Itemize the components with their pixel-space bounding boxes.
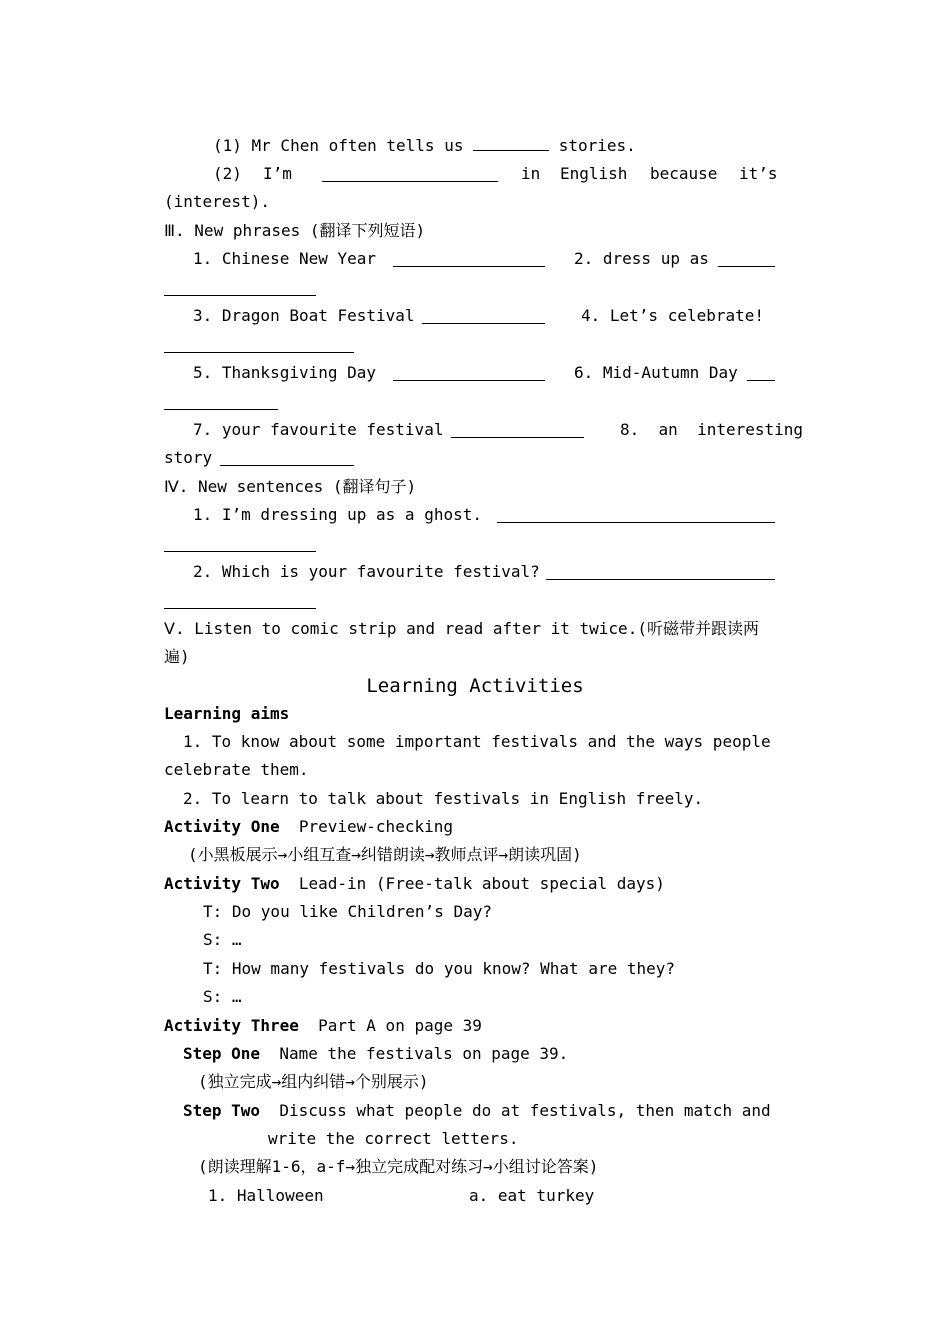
activity-label: Activity One xyxy=(164,817,280,836)
activity-label: Activity Two xyxy=(164,874,280,893)
answer-blank-continued[interactable] xyxy=(164,409,278,410)
step-label: Step One xyxy=(183,1044,261,1063)
sentence-item-2: 2. Which is your favourite festival? xyxy=(193,562,540,581)
answer-blank[interactable] xyxy=(422,323,545,324)
section-5-instruction: Ⅴ. Listen to comic strip and read after it twice.(听磁带并跟读两 xyxy=(164,619,759,638)
answer-blank[interactable] xyxy=(546,579,775,580)
step-two-steps: (朗读理解1-6，a-f→独立完成配对练习→小组讨论答案) xyxy=(198,1157,599,1176)
step-one-steps: (独立完成→组内纠错→个别展示) xyxy=(198,1072,429,1091)
answer-blank[interactable] xyxy=(497,522,775,523)
dialogue-line: S: … xyxy=(203,987,242,1006)
learning-aims-heading: Learning aims xyxy=(164,704,290,723)
phrase-item-3: 3. Dragon Boat Festival xyxy=(193,306,415,325)
step-one: Step One Name the festivals on page 39. xyxy=(183,1044,569,1063)
exercise-item-2-hint: (interest). xyxy=(164,192,270,211)
phrase-item-2: 2. dress up as xyxy=(574,249,709,268)
page-title: Learning Activities xyxy=(366,675,584,697)
step-label: Step Two xyxy=(183,1101,261,1120)
section-3-heading: Ⅲ. New phrases (翻译下列短语) xyxy=(164,221,426,240)
answer-blank[interactable] xyxy=(220,465,354,466)
phrase-item-7: 7. your favourite festival xyxy=(193,420,444,439)
answer-blank[interactable] xyxy=(718,266,775,267)
dialogue-line: T: How many festivals do you know? What are they? xyxy=(203,959,676,978)
dialogue-line: S: … xyxy=(203,930,242,949)
match-item-right: a. eat turkey xyxy=(469,1186,595,1205)
answer-blank-continued[interactable] xyxy=(164,551,316,552)
section-5-instruction-continued: 遍) xyxy=(164,647,190,666)
answer-blank[interactable] xyxy=(393,266,545,267)
answer-blank[interactable] xyxy=(747,380,775,381)
answer-blank-continued[interactable] xyxy=(164,352,354,353)
answer-blank[interactable] xyxy=(451,437,584,438)
answer-blank[interactable] xyxy=(473,136,549,151)
learning-aim-1-continued: celebrate them. xyxy=(164,760,309,779)
activity-one: Activity One Preview-checking xyxy=(164,817,453,836)
phrase-item-6: 6. Mid-Autumn Day xyxy=(574,363,738,382)
phrase-item-8-continued: story xyxy=(164,448,213,467)
exercise-item-2: (2) I’m in English because it’s xyxy=(213,164,778,183)
learning-aim-2: 2. To learn to talk about festivals in English freely. xyxy=(183,789,704,808)
sentence-item-1: 1. I’m dressing up as a ghost. xyxy=(193,505,482,524)
step-two: Step Two Discuss what people do at festivals, then match and xyxy=(183,1101,771,1120)
phrase-item-8: 8. an interesting xyxy=(620,420,804,439)
dialogue-line: T: Do you like Children’s Day? xyxy=(203,902,492,921)
answer-blank-continued[interactable] xyxy=(164,608,316,609)
answer-blank[interactable] xyxy=(322,167,498,182)
exercise-item-1: (1) Mr Chen often tells us stories. xyxy=(213,136,636,155)
answer-blank[interactable] xyxy=(393,380,545,381)
step-two-continued: write the correct letters. xyxy=(268,1129,519,1148)
match-item-left: 1. Halloween xyxy=(208,1186,324,1205)
phrase-item-4: 4. Let’s celebrate! xyxy=(581,306,765,325)
activity-two: Activity Two Lead-in (Free-talk about special days) xyxy=(164,874,665,893)
activity-three: Activity Three Part A on page 39 xyxy=(164,1016,482,1035)
activity-label: Activity Three xyxy=(164,1016,299,1035)
phrase-item-5: 5. Thanksgiving Day xyxy=(193,363,377,382)
section-4-heading: Ⅳ. New sentences (翻译句子) xyxy=(164,477,417,496)
activity-one-steps: (小黑板展示→小组互查→纠错朗读→教师点评→朗读巩固) xyxy=(188,845,582,864)
learning-aim-1: 1. To know about some important festivals and the ways people xyxy=(183,732,771,751)
answer-blank-continued[interactable] xyxy=(164,295,316,296)
phrase-item-1: 1. Chinese New Year xyxy=(193,249,377,268)
